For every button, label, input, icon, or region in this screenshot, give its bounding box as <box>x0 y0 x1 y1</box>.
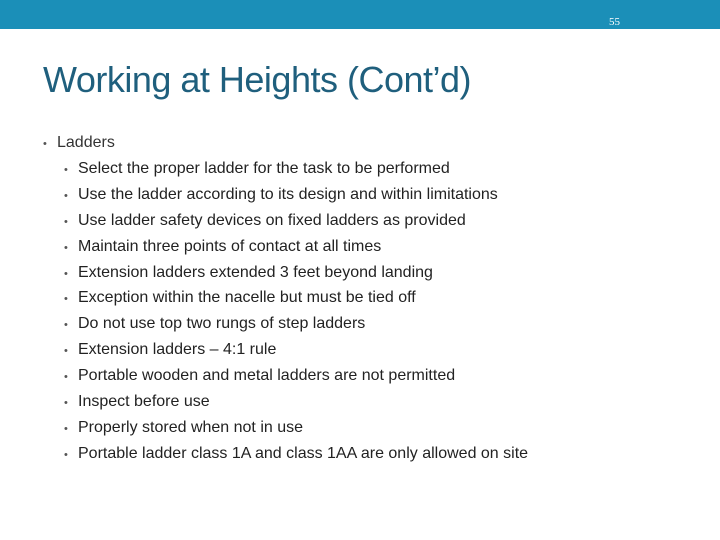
sub-bullet-text: Portable wooden and metal ladders are not permitted <box>78 367 456 385</box>
bullet-icon: • <box>64 371 68 384</box>
bullet-icon: • <box>64 189 68 202</box>
sub-bullet-item <box>43 156 683 182</box>
sub-bullet-text: Maintain three points of contact at all times <box>78 237 382 255</box>
sub-bullet-item <box>43 182 683 208</box>
bullet-icon: • <box>64 241 68 254</box>
bullet-ladders <box>43 130 683 156</box>
sub-bullet-text: Extension ladders – 4:1 rule <box>78 341 277 359</box>
sub-bullet-item <box>43 415 683 441</box>
sub-bullet-item <box>43 389 683 415</box>
bullet-icon: • <box>64 319 68 332</box>
bullet-icon: • <box>64 448 68 461</box>
bullet-icon: • <box>64 215 68 228</box>
slide-title: Working at Heights (Cont’d) <box>43 59 472 100</box>
sub-bullet-list <box>43 156 683 467</box>
bullet-icon: • <box>43 138 47 150</box>
sub-bullet-item <box>43 208 683 234</box>
sub-bullet-item <box>43 311 683 337</box>
bullet-icon: • <box>64 397 68 410</box>
sub-bullet-item <box>43 260 683 286</box>
sub-bullet-text: Extension ladders extended 3 feet beyond landing <box>78 263 433 281</box>
bullet-icon: • <box>64 422 68 435</box>
bullet-text: Ladders <box>57 134 115 151</box>
header-bar <box>0 0 720 29</box>
sub-bullet-item <box>43 285 683 311</box>
sub-bullet-item <box>43 441 683 467</box>
sub-bullet-text: Properly stored when not in use <box>78 418 304 436</box>
sub-bullet-item <box>43 337 683 363</box>
sub-bullet-text: Use ladder safety devices on fixed ladders as provided <box>78 211 466 229</box>
sub-bullet-item <box>43 363 683 389</box>
sub-bullet-text: Select the proper ladder for the task to be performed <box>78 160 450 177</box>
sub-bullet-item <box>43 234 683 260</box>
sub-bullet-text: Do not use top two rungs of step ladders <box>78 315 366 333</box>
sub-bullet-text: Portable ladder class 1A and class 1AA are only allowed on site <box>78 444 529 462</box>
bullet-icon: • <box>64 293 68 306</box>
slide-body <box>43 130 683 467</box>
sub-bullet-text: Use the ladder according to its design and within limitations <box>78 185 498 203</box>
slide-number: 55 <box>609 16 620 28</box>
bullet-icon: • <box>64 267 68 280</box>
bullet-icon: • <box>64 345 68 358</box>
bullet-icon: • <box>64 164 68 176</box>
sub-bullet-text: Exception within the nacelle but must be tied off <box>78 289 416 307</box>
sub-bullet-text: Inspect before use <box>78 393 210 411</box>
